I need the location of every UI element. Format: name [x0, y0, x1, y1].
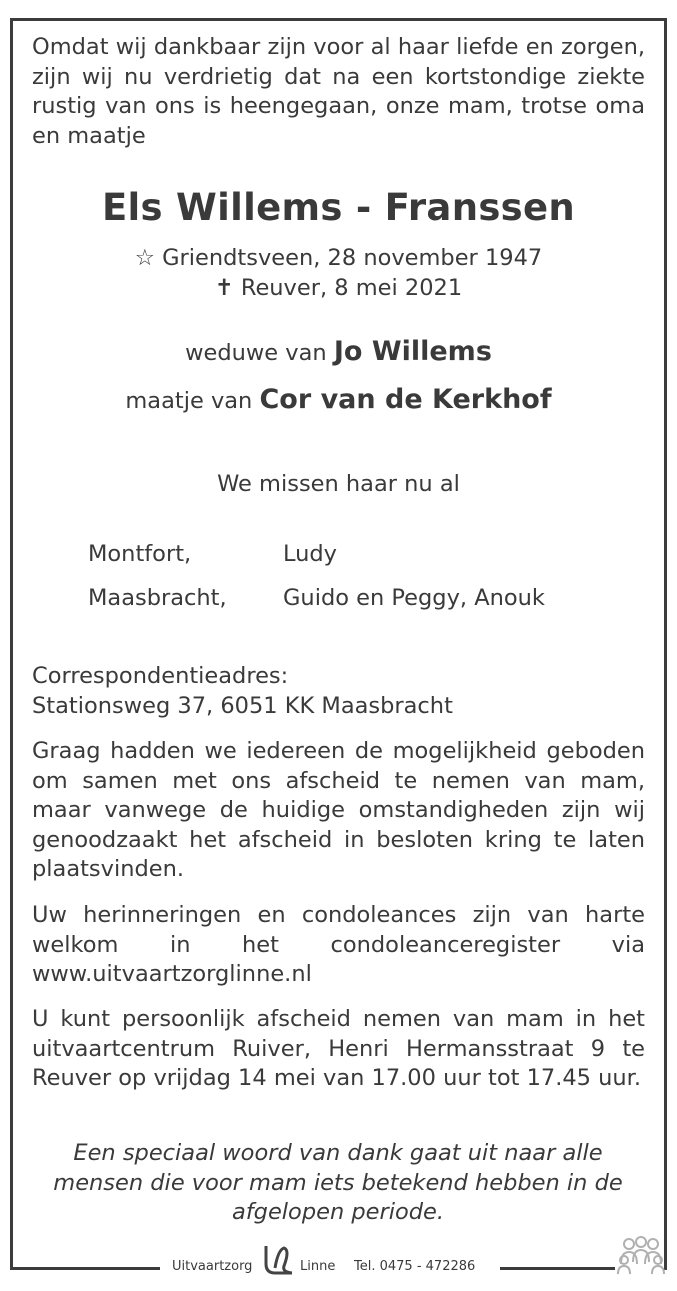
bottom-divider-right: [500, 1267, 615, 1270]
paragraph-farewell: Graag hadden we iedereen de mogelijkheid geboden om samen met ons afscheid te nemen van mam, maar vanwege de huidige omstandigheden zijn wij genoodzaakt het afscheid in besloten kring te laten plaatsvinden.: [32, 738, 645, 882]
partner-name: Cor van de Kerkhof: [259, 384, 552, 415]
paragraph-visit: U kunt persoonlijk afscheid nemen van mam in het uitvaartcentrum Ruiver, Henri Hermansstraat 9 te Reuver op vrijdag 14 mei van 17.00 uur tot 17.45 uur.: [32, 1006, 645, 1091]
death-line: ✝ Reuver, 8 mei 2021: [214, 275, 463, 301]
widow-name: Jo Willems: [333, 336, 492, 367]
relative-names: Ludy: [283, 541, 337, 567]
group-people-icon: [615, 1236, 667, 1276]
partner-line: [0, 385, 677, 417]
widow-line: [0, 337, 677, 369]
brand-right: Linne: [300, 1259, 336, 1274]
relative-place: Maasbracht,: [88, 585, 227, 611]
relative-names: Guido en Peggy, Anouk: [283, 585, 545, 611]
paragraph-condolences: Uw herinneringen en condoleances zijn van harte welkom in het condoleanceregister via www.uitvaartzorglinne.nl: [32, 902, 645, 987]
deceased-name: Els Willems - Franssen: [101, 186, 576, 229]
widow-prefix: weduwe van: [185, 340, 327, 366]
relative-place: Montfort,: [88, 541, 192, 567]
bottom-divider-left: [10, 1267, 160, 1270]
brand-left: Uitvaartzorg: [172, 1259, 253, 1274]
birth-line: ☆ Griendtsveen, 28 november 1947: [134, 245, 543, 271]
uitvaartzorg-linne-logo-icon: [262, 1244, 298, 1276]
intro-text: Omdat wij dankbaar zijn voor al haar liefde en zorgen, zijn wij nu verdrietig dat na een kortstondige ziekte rustig van ons is heengegaan, onze mam, trotse oma en maatje: [32, 34, 645, 149]
correspondence-address: Stationsweg 37, 6051 KK Maasbracht: [32, 693, 453, 719]
closing-thanks: Een speciaal woord van dank gaat uit naar alle mensen die voor mam iets betekend hebben in de afgelopen periode.: [53, 1140, 623, 1225]
missing-line: We missen haar nu al: [217, 471, 460, 497]
correspondence-label: Correspondentieadres:: [32, 663, 289, 689]
partner-prefix: maatje van: [125, 388, 253, 414]
phone-number: Tel. 0475 - 472286: [354, 1259, 476, 1274]
